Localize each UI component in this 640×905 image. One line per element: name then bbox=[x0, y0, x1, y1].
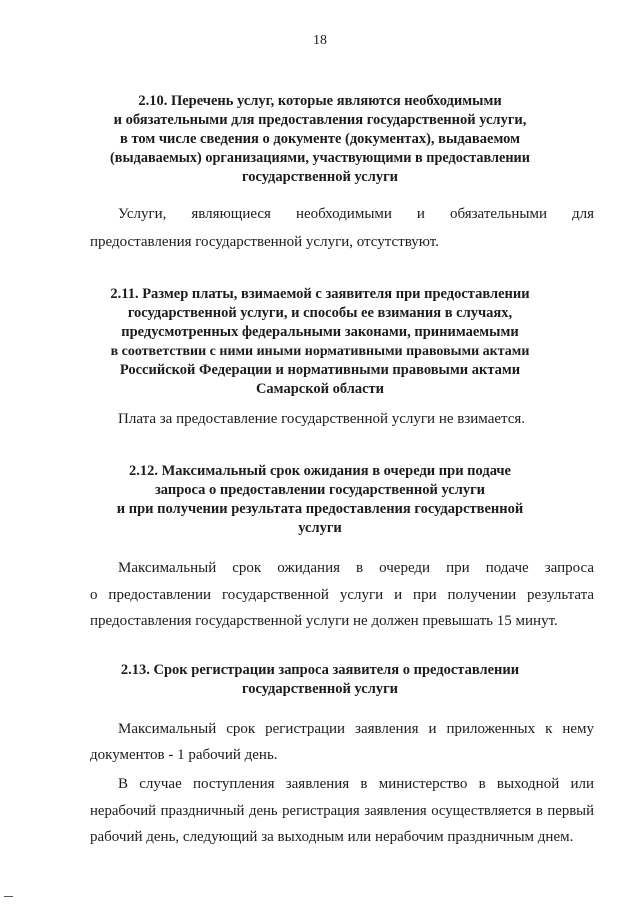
heading-line: (выдаваемых) организациями, участвующими в предоставлении bbox=[110, 150, 530, 166]
heading-line: 2.12. Максимальный срок ожидания в очереди при подаче bbox=[129, 463, 511, 479]
section-2-13-paragraph-line: В случае поступления заявления в министерство в выходной или bbox=[118, 776, 594, 792]
heading-line: Российской Федерации и нормативными правовыми актами bbox=[119, 362, 521, 378]
section-2-10-paragraph-line: Услуги, являющиеся необходимыми и обязательными для bbox=[118, 206, 594, 222]
section-2-10-heading bbox=[110, 92, 530, 187]
section-2-12-paragraph-line: Максимальный срок ожидания в очереди при подаче запроса bbox=[118, 560, 594, 576]
heading-line: запроса о предоставлении государственной услуги bbox=[154, 482, 486, 498]
section-2-13-paragraph-line: Максимальный срок регистрации заявления и приложенных к нему bbox=[118, 721, 594, 737]
section-2-13-paragraph-line: рабочий день, следующий за выходным или нерабочим праздничным днем. bbox=[90, 829, 574, 845]
section-2-12-heading bbox=[110, 462, 530, 538]
heading-line: предусмотренных федеральными законами, принимаемыми bbox=[121, 324, 519, 340]
section-2-11-paragraph-line: Плата за предоставление государственной услуги не взимается. bbox=[118, 411, 526, 427]
section-2-12-paragraph-line: о предоставлении государственной услуги и при получении результата bbox=[90, 587, 594, 603]
heading-line: и при получении результата предоставления государственной bbox=[116, 501, 524, 517]
heading-line: в соответствии с ними иными нормативными правовыми актами bbox=[110, 344, 530, 359]
section-2-13-heading bbox=[110, 661, 530, 699]
heading-line: государственной услуги, и способы ее взимания в случаях, bbox=[127, 305, 513, 321]
heading-line: 2.11. Размер платы, взимаемой с заявителя при предоставлении bbox=[110, 286, 530, 302]
section-2-13-paragraph-line: документов - 1 рабочий день. bbox=[90, 747, 278, 763]
heading-line: и обязательными для предоставления государственной услуги, bbox=[113, 112, 527, 128]
heading-line: 2.13. Срок регистрации запроса заявителя о предоставлении bbox=[120, 662, 520, 678]
heading-line: Самарской области bbox=[255, 381, 385, 397]
heading-line: 2.10. Перечень услуг, которые являются необходимыми bbox=[138, 93, 502, 109]
heading-line: государственной услуги bbox=[241, 681, 399, 697]
section-2-10-paragraph-line: предоставления государственной услуги, отсутствуют. bbox=[90, 234, 439, 250]
heading-line: в том числе сведения о документе (документах), выдаваемом bbox=[120, 131, 520, 147]
section-2-12-paragraph-line: предоставления государственной услуги не должен превышать 15 минут. bbox=[90, 613, 558, 629]
section-2-11-heading bbox=[110, 285, 530, 399]
heading-line: услуги bbox=[298, 520, 342, 536]
margin-mark bbox=[4, 896, 13, 897]
page-number: 18 bbox=[313, 33, 327, 48]
section-2-13-paragraph-line: нерабочий праздничный день регистрация заявления осуществляется в первый bbox=[90, 803, 594, 819]
heading-line: государственной услуги bbox=[241, 169, 399, 185]
